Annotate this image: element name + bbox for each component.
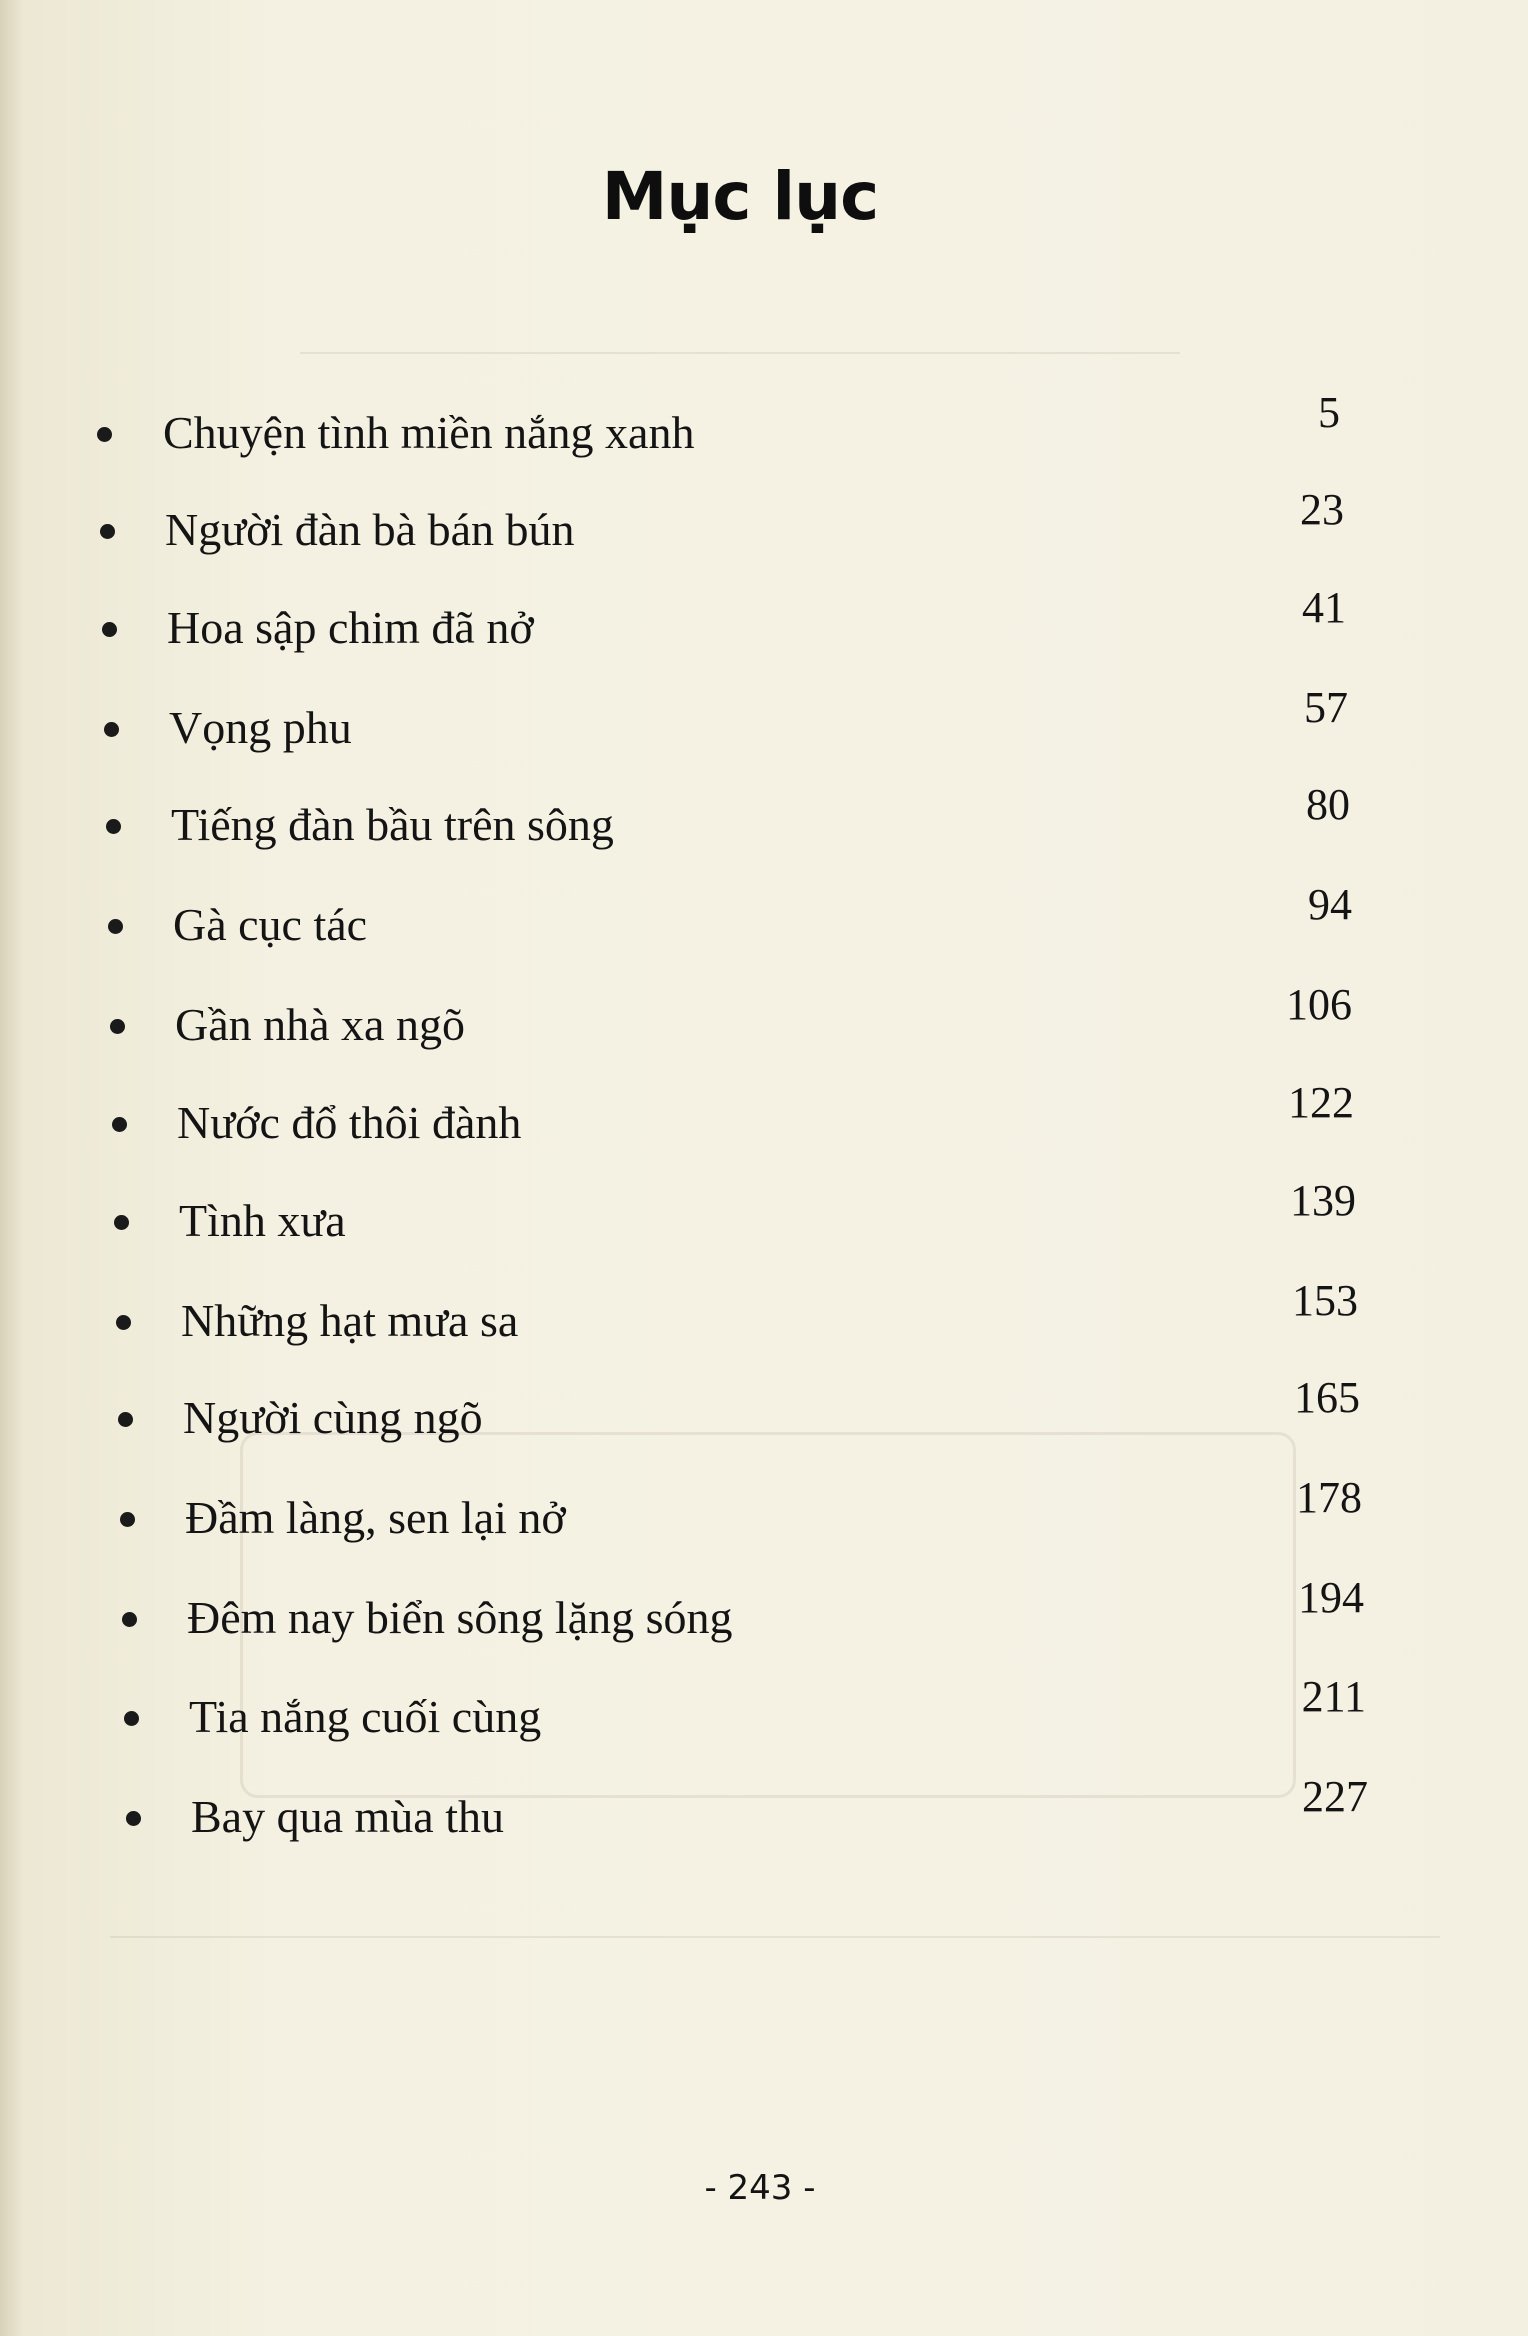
bullet-icon [116, 1315, 131, 1330]
toc-entry-page: 106 [1286, 980, 1352, 1029]
toc-entry [0, 780, 1528, 867]
toc-entry [0, 388, 1528, 475]
toc-entry-page: 41 [1302, 583, 1346, 632]
bullet-icon [104, 722, 119, 737]
toc-entry-page: 80 [1306, 780, 1350, 829]
toc-entry-title: Gà cục tác [173, 899, 368, 950]
bleed-through-rule [110, 1936, 1440, 1938]
toc-entry [0, 583, 1528, 670]
toc-entry-title: Gần nhà xa ngõ [175, 999, 465, 1050]
bullet-icon [100, 524, 115, 539]
bleed-through-rule [300, 352, 1180, 354]
bullet-icon [120, 1512, 135, 1527]
bullet-icon [112, 1117, 127, 1132]
toc-entry [0, 1176, 1528, 1263]
toc-entry-page: 5 [1318, 388, 1340, 437]
bullet-icon [114, 1215, 129, 1230]
toc-entry-title: Những hạt mưa sa [181, 1295, 519, 1346]
page-title: Mục lục [601, 158, 879, 235]
bullet-icon [102, 622, 117, 637]
bullet-icon [118, 1412, 133, 1427]
toc-entry-title: Người cùng ngõ [183, 1392, 483, 1443]
toc-entry-page: 153 [1292, 1276, 1358, 1325]
toc-entry-page: 165 [1294, 1373, 1360, 1422]
bullet-icon [126, 1811, 141, 1826]
toc-entry-title: Vọng phu [169, 702, 352, 753]
toc-entry-page: 194 [1298, 1573, 1364, 1622]
toc-entry-page: 211 [1301, 1672, 1366, 1721]
bullet-icon [124, 1711, 139, 1726]
toc-entry-title: Đêm nay biển sông lặng sóng [187, 1592, 733, 1643]
bullet-icon [122, 1612, 137, 1627]
toc-entry [0, 1373, 1528, 1460]
page-number: - 243 - [704, 2168, 816, 2208]
toc-entry [0, 1078, 1528, 1165]
toc-entry-page: 57 [1304, 683, 1348, 732]
bullet-icon [106, 819, 121, 834]
toc-entry-page: 139 [1290, 1176, 1356, 1225]
toc-entry-title: Tiếng đàn bầu trên sông [171, 799, 614, 850]
toc-entry [0, 485, 1528, 572]
toc-entry-title: Chuyện tình miền nắng xanh [163, 407, 695, 458]
toc-entry-page: 122 [1288, 1078, 1354, 1127]
toc-entry [0, 683, 1528, 770]
bullet-icon [97, 427, 112, 442]
toc-entry-page: 178 [1296, 1473, 1362, 1522]
toc-entry-page: 23 [1300, 485, 1344, 534]
toc-entry-page: 94 [1308, 880, 1352, 929]
toc-entry [0, 1573, 1528, 1660]
toc-entry-title: Tình xưa [179, 1195, 346, 1246]
toc-entry [0, 1772, 1528, 1859]
toc-entry [0, 1276, 1528, 1363]
toc-entry-title: Đầm làng, sen lại nở [185, 1492, 566, 1543]
toc-entry-title: Người đàn bà bán bún [165, 504, 575, 555]
toc-entry [0, 880, 1528, 967]
toc-entry-title: Hoa sập chim đã nở [167, 602, 534, 653]
toc-entry-page: 227 [1302, 1772, 1368, 1821]
page-gutter-shadow [0, 0, 24, 2336]
bullet-icon [108, 919, 123, 934]
toc-entry-title: Nước đổ thôi đành [177, 1097, 522, 1148]
toc-entry [0, 980, 1528, 1067]
bullet-icon [110, 1019, 125, 1034]
toc-entry-title: Tia nắng cuối cùng [189, 1691, 542, 1742]
toc-entry [0, 1473, 1528, 1560]
toc-entry-title: Bay qua mùa thu [191, 1791, 504, 1842]
toc-entry [0, 1672, 1528, 1759]
